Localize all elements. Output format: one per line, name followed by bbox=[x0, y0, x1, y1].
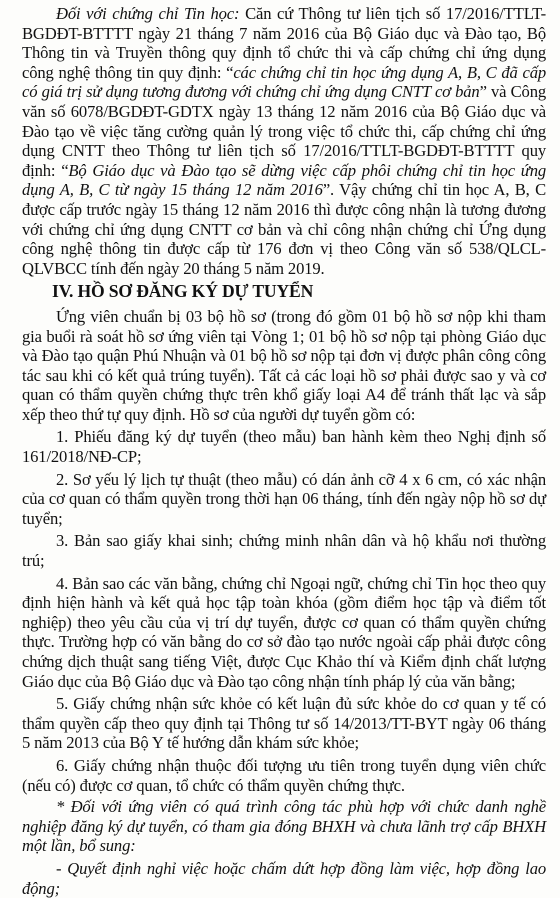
it-certificate-text-c: ”. Vậy chứng chỉ tin học A, B, C được cấp trước ngày 15 tháng 12 năm 2016 thì được công nhận là tương đương với chứng chỉ ứng dụng CNTT cơ bản và chỉ công nhận chứng chỉ Ứng dụng công nghệ thông tin được cấp từ 176 đơn vị theo Công văn số 538/QLCL-QLVBCC tính đến ngày 20 tháng 5 năm 2019. bbox=[22, 180, 547, 278]
it-certificate-lead: Đối với chứng chỉ Tin học: bbox=[56, 4, 240, 23]
paragraph-it-certificate bbox=[22, 4, 546, 278]
list-item-3: 3. Bản sao giấy khai sinh; chứng minh nhân dân và hộ khẩu nơi thường trú; bbox=[22, 531, 546, 571]
list-item-4: 4. Bản sao các văn bằng, chứng chỉ Ngoại ngữ, chứng chỉ Tin học theo quy định hiện hành và kết quả học tập toàn khóa (gồm điểm học tập và điểm tốt nghiệp) theo yêu cầu của vị trí dự tuyển, được cơ quan có thẩm quyền chứng thực. Trường hợp có văn bằng do cơ sở đào tạo nước ngoài cấp phải được công chứng dịch thuật sang tiếng Việt, được Cục Khảo thí và Kiểm định chất lượng Giáo dục của Bộ Giáo dục và Đào tạo công nhận tính pháp lý của văn bằng; bbox=[22, 573, 546, 691]
it-certificate-quote-1: các chứng chỉ tin học ứng dụng A, B, C đã cấp có giá trị sử dụng tương đương với chứng chỉ ứng dụng CNTT cơ bản bbox=[22, 62, 547, 102]
it-certificate-text-b: ” và Công văn số 6078/BGDĐT-GDTX ngày 13 tháng 12 năm 2016 của Bộ Giáo dục và Đào tạo về việc tăng cường quản lý trong việc tổ chức thi, cấp chứng chỉ ứng dụng CNTT theo Thông tư liên tịch số 17/2016/TTLT-BGDĐT-BTTTT quy định: “ bbox=[22, 82, 547, 180]
list-item-6: 6. Giấy chứng nhận thuộc đối tượng ưu tiên trong tuyển dụng viên chức (nếu có) được cơ quan, tổ chức có thẩm quyền chứng thực. bbox=[22, 755, 546, 795]
it-certificate-quote-2: Bộ Giáo dục và Đào tạo sẽ dừng việc cấp phôi chứng chỉ tin học ứng dụng A, B, C từ ngày 15 tháng 12 năm 2016 bbox=[22, 160, 546, 200]
list-item-5: 5. Giấy chứng nhận sức khỏe có kết luận đủ sức khỏe do cơ quan y tế có thẩm quyền cấp theo quy định tại Thông tư số 14/2013/TT-BYT ngày 06 tháng 5 năm 2013 của Bộ Y tế hướng dẫn khám sức khỏe; bbox=[22, 694, 546, 753]
note-list-item: - Quyết định nghỉ việc hoặc chấm dứt hợp đồng làm việc, hợp đồng lao động; bbox=[22, 858, 546, 898]
list-item-1: 1. Phiếu đăng ký dự tuyển (theo mẫu) ban hành kèm theo Nghị định số 161/2018/NĐ-CP; bbox=[22, 427, 546, 467]
section-heading: IV. HỒ SƠ ĐĂNG KÝ DỰ TUYỂN bbox=[52, 281, 314, 302]
it-certificate-text-a: Căn cứ Thông tư liên tịch số 17/2016/TTLT-BGDĐT-BTTTT ngày 21 tháng 7 năm 2016 của Bộ Giáo dục và Đào tạo, Bộ Thông tin và Truyền thông quy định tổ chức thi và cấp chứng chỉ ứng dụng công nghệ thông tin quy định: “ bbox=[22, 4, 546, 82]
list-item-2: 2. Sơ yếu lý lịch tự thuật (theo mẫu) có dán ảnh cỡ 4 x 6 cm, có xác nhận của cơ quan có thẩm quyền trong thời hạn 06 tháng, tính đến ngày nộp hồ sơ dự tuyển; bbox=[22, 469, 546, 528]
intro-paragraph: Ứng viên chuẩn bị 03 bộ hồ sơ (trong đó gồm 01 bộ hồ sơ nộp khi tham gia buổi rà soát hồ sơ ứng viên tại Vòng 1; 01 bộ hồ sơ nộp tại phòng Giáo dục và Đào tạo quận Phú Nhuận và 01 bộ hồ sơ nộp tại đơn vị được phân công công tác sau khi có kết quả trúng tuyển). Tất cả các loại hồ sơ phải được sao y và cơ quan có thẩm quyền chứng thực trên khổ giấy loại A4 để tránh thất lạc và sắp xếp theo thứ tự quy định. Hồ sơ của người dự tuyển gồm có: bbox=[22, 306, 546, 424]
note-paragraph: * Đối với ứng viên có quá trình công tác phù hợp với chức danh nghề nghiệp đăng ký dự tuyển, có tham gia đóng BHXH và chưa lãnh trợ cấp BHXH một lần, bổ sung: bbox=[22, 797, 546, 856]
